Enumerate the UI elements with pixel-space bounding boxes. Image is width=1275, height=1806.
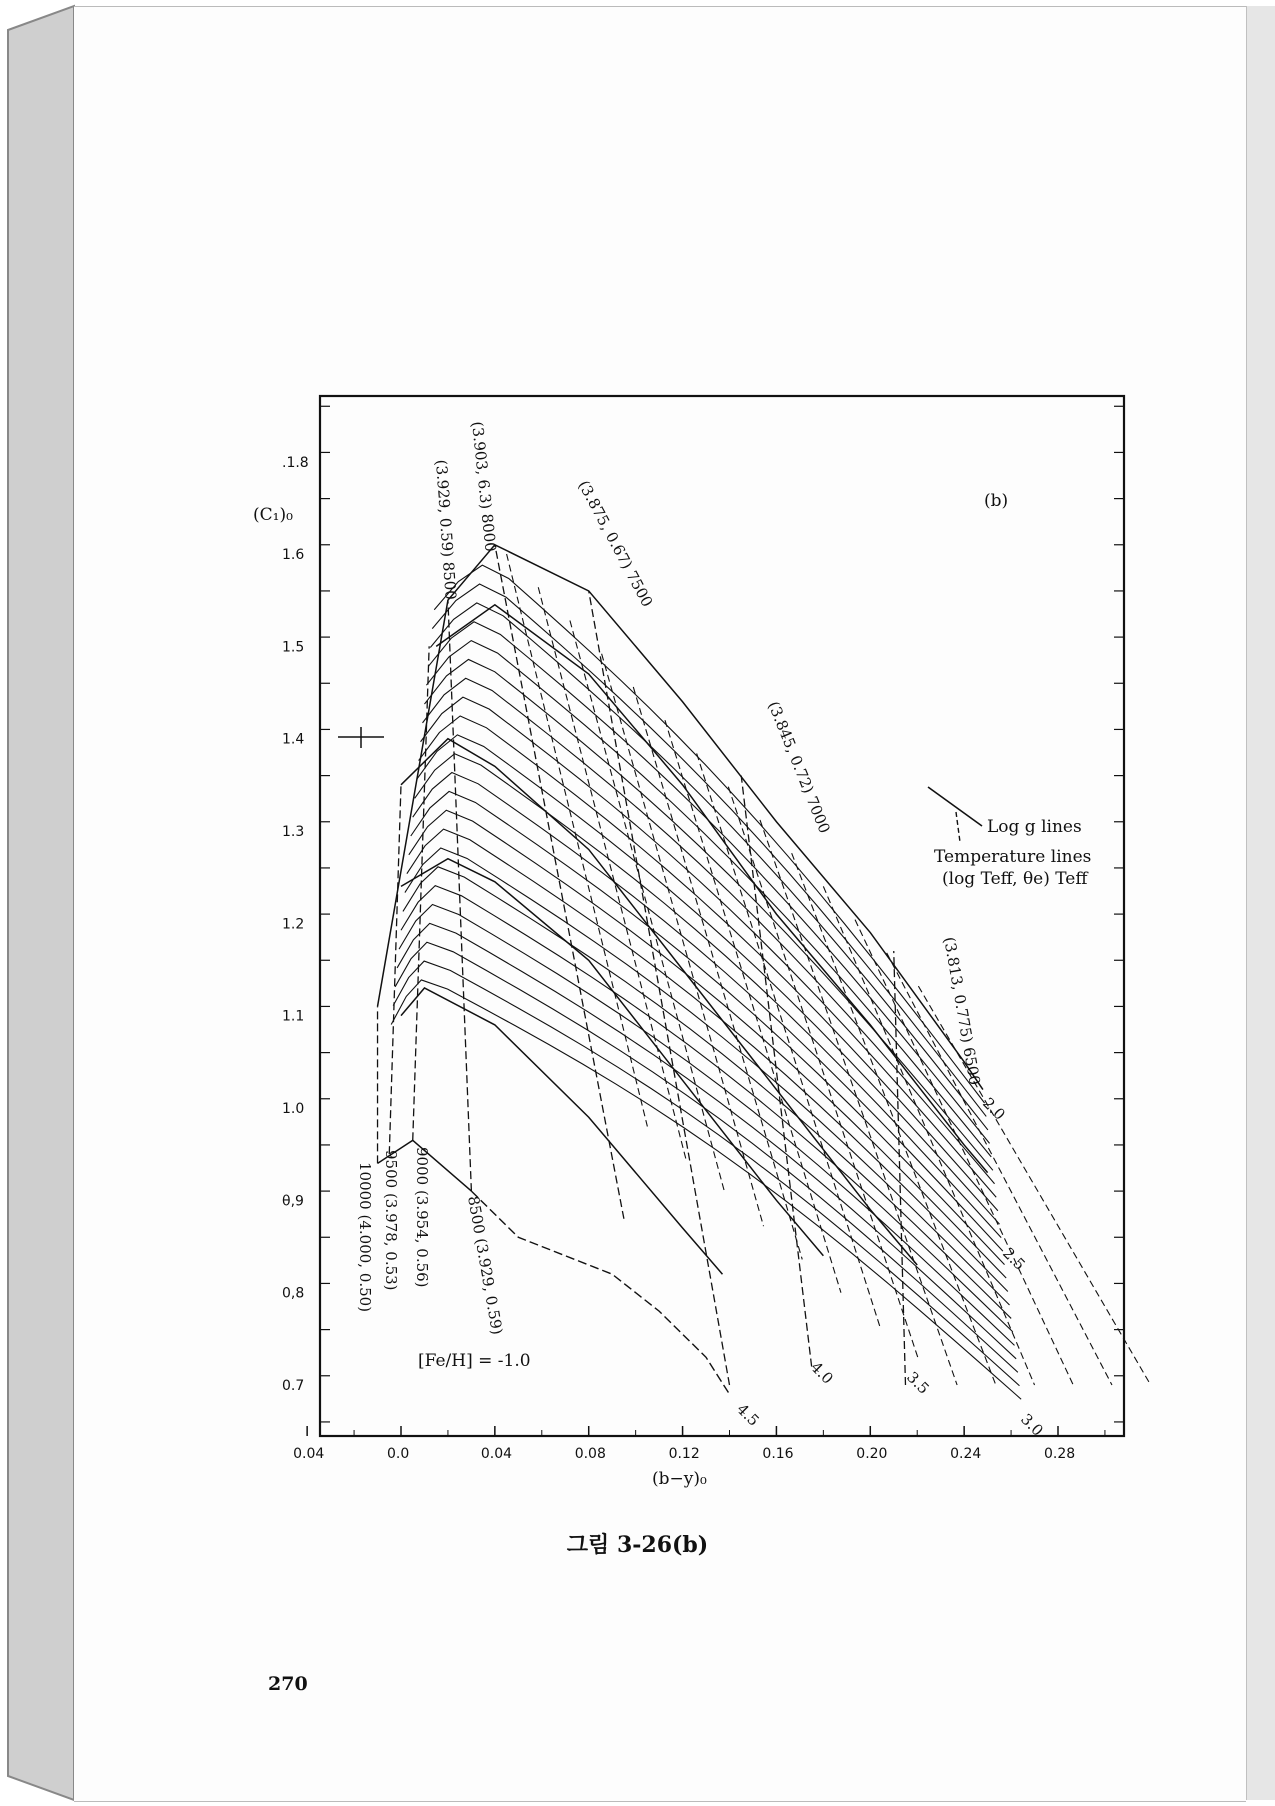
grid-curve bbox=[421, 697, 997, 1197]
temperature-line bbox=[697, 753, 880, 1325]
y-tick-label: 1.2 bbox=[282, 916, 305, 933]
y-tick-label: 1.0 bbox=[282, 1101, 305, 1117]
temp-label-9000: 9000 (3.954, 0.56) bbox=[413, 1147, 431, 1288]
grid-curve bbox=[417, 735, 1000, 1224]
page-number: 270 bbox=[268, 1673, 308, 1695]
temperature-labels bbox=[356, 421, 984, 1337]
temperature-line bbox=[602, 654, 764, 1226]
figure-caption: 그림 3-26(b) bbox=[566, 1532, 709, 1558]
temp-label-8500-top: (3.929, 0.59) 8500 bbox=[432, 459, 460, 601]
logg-label-3-0: 3.0 bbox=[1017, 1410, 1047, 1440]
logg-line bbox=[401, 739, 917, 1265]
temperature-line bbox=[389, 785, 401, 1154]
y-tick-label: .1.8 bbox=[282, 455, 309, 471]
y-tick-label: 1.1 bbox=[282, 1008, 305, 1025]
error-bar-marker bbox=[338, 727, 384, 748]
temp-label-7500: (3.875, 0.67) 7500 bbox=[574, 477, 657, 610]
y-tick-label: 1.4 bbox=[282, 731, 305, 748]
x-tick-label: 0.24 bbox=[950, 1446, 982, 1462]
temperature-line bbox=[792, 853, 996, 1385]
grid-curve bbox=[409, 810, 1006, 1278]
y-tick-label: 0,8 bbox=[282, 1285, 305, 1302]
grid-curve bbox=[415, 754, 1002, 1238]
legend-logg-label: Log g lines bbox=[987, 817, 1082, 837]
y-tick-label: 1.3 bbox=[282, 824, 305, 840]
y-tick-label: θ,9 bbox=[282, 1193, 304, 1210]
legend bbox=[928, 787, 1091, 889]
logg-label-2-0: 2.0 bbox=[979, 1094, 1009, 1124]
x-tick-label: 0.04 bbox=[480, 1446, 513, 1462]
grid-curve bbox=[428, 622, 989, 1144]
log-g-lines bbox=[378, 545, 1022, 1399]
temperature-line bbox=[538, 587, 686, 1159]
logg-line bbox=[401, 988, 722, 1274]
panel-label: (b) bbox=[984, 491, 1009, 511]
legend-logg-swatch bbox=[928, 787, 982, 826]
logg-label-4-0: 4.0 bbox=[807, 1358, 837, 1388]
logg-label-2-5: 2.5 bbox=[999, 1244, 1029, 1274]
legend-temp-label: Temperature lines bbox=[934, 847, 1092, 867]
x-tick-label: 0.28 bbox=[1044, 1446, 1076, 1462]
temp-label-10000: 10000 (4.000, 0.50) bbox=[356, 1162, 374, 1313]
x-tick-label: 0.20 bbox=[856, 1446, 888, 1462]
x-tick-label: 0.12 bbox=[668, 1446, 700, 1462]
y-axis-label: (C₁)₀ bbox=[253, 505, 293, 525]
x-tick-label: 0.16 bbox=[762, 1446, 794, 1462]
grid-curve bbox=[423, 678, 995, 1183]
grid-curve bbox=[407, 829, 1008, 1291]
x-tick-label: 0.04 bbox=[293, 1446, 325, 1462]
grid-curve bbox=[430, 603, 988, 1130]
y-tick-label: 0.7 bbox=[282, 1378, 305, 1394]
logg-label-4-5: 4.5 bbox=[733, 1400, 763, 1430]
temperature-line bbox=[728, 787, 918, 1359]
temp-label-8000: (3.903, 6.3) 8000 bbox=[468, 420, 500, 553]
x-tick-label: 0.08 bbox=[574, 1446, 606, 1462]
x-axis-label: (b−y)₀ bbox=[652, 1469, 707, 1489]
y-tick-label: 1.6 bbox=[282, 547, 305, 563]
temp-label-6500: (3.813, 0.775) 6500 bbox=[940, 935, 984, 1087]
grid-curve bbox=[391, 980, 1021, 1399]
temp-label-9500: 9500 (3.978, 0.53) bbox=[382, 1150, 400, 1291]
temp-label-7000: (3.845, 0.72) 7000 bbox=[764, 698, 834, 836]
temperature-line bbox=[887, 953, 1112, 1385]
legend-temp-swatch bbox=[956, 812, 960, 842]
x-axis-ticks bbox=[293, 1426, 1105, 1462]
metallicity-label: [Fe/H] = -1.0 bbox=[418, 1351, 531, 1371]
y-tick-label: 1.5 bbox=[282, 639, 305, 656]
logg-labels bbox=[733, 1094, 1047, 1440]
grid-curve bbox=[426, 641, 991, 1157]
logg-label-3-5: 3.5 bbox=[903, 1368, 933, 1398]
x-tick-label: 0.0 bbox=[387, 1446, 410, 1462]
temp-label-8500: 8500 (3.929, 0.59) bbox=[464, 1194, 507, 1337]
legend-temp-sub: (log Teff, θe) Teff bbox=[942, 869, 1088, 889]
logg-line bbox=[436, 605, 987, 1173]
